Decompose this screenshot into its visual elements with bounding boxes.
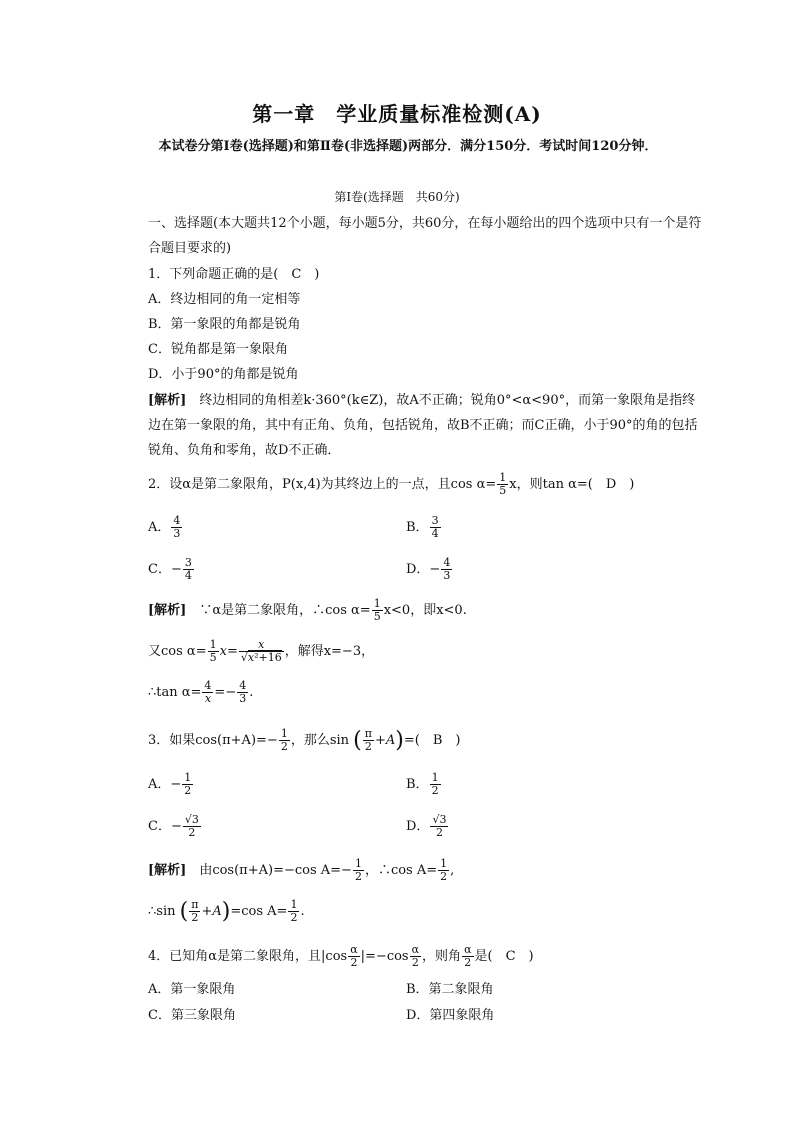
- fraction: $\frac{1}{5}$: [499, 471, 507, 497]
- q1-option-a: A．终边相同的角一定相等: [148, 292, 301, 307]
- q2-stem-post: x，则tan α=( D ): [509, 477, 635, 492]
- q4-option-d: D．第四象限角: [406, 1008, 495, 1023]
- analysis-tag: [解析]: [148, 603, 187, 618]
- q2-stem: [120, 472, 708, 497]
- q1-stem: 1．下列命题正确的是( C ): [148, 267, 320, 282]
- part-heading: 第Ⅰ卷(选择题 共60分): [334, 190, 460, 204]
- q3-analysis-line2: ∴sin ( $\frac{\pi}{2}$ +A)=cos A= $\frac{1}{2}$ .: [148, 898, 305, 924]
- q1-option-b: B．第一象限的角都是锐角: [148, 317, 301, 332]
- q3-stem: 3．如果cos(π+A)=− $\frac{1}{2}$ ，那么sin ( $\frac{\pi}{2}$ +A)=( B ): [148, 727, 461, 753]
- q4-option-b: B．第二象限角: [406, 982, 494, 997]
- q2-analysis-line3: ∴tan α= $\frac{4}{x}$ =− $\frac{4}{3}$ .: [148, 679, 254, 705]
- analysis-tag: [解析]: [148, 393, 187, 408]
- q3-option-d: D． $\frac{√3}{2}$: [406, 813, 447, 839]
- section-heading: 一、选择题(本大题共12个小题，每小题5分，共60分，在每小题给出的四个选项中只有一个是符合题目要求的): [148, 216, 702, 256]
- q1-option-d: D．小于90°的角都是锐角: [148, 367, 299, 382]
- q2-option-a: A． $\frac{4}{3}$: [148, 514, 181, 540]
- q2-analysis-line1: [解析] ∵α是第二象限角，∴cos α= $\frac{1}{5}$ x<0，即x<0.: [148, 597, 467, 623]
- q4-option-c: C．第三象限角: [148, 1008, 236, 1023]
- q3-option-c: C．− $\frac{√3}{2}$: [148, 813, 199, 839]
- analysis-tag: [解析]: [148, 863, 187, 878]
- q1-analysis-text: 终边相同的角相差k·360°(k∈Z)，故A不正确；锐角0°<α<90°，而第一象限角是指终边在第一象限的角，其中有正角、负角，包括锐角，故B不正确；而C正确，小于90°的角的包括锐角、负角和零角，故D不正确．: [148, 393, 698, 458]
- q2-stem-pre: 2．设α是第二象限角，P(x,4)为其终边上的一点，且cos α=: [148, 477, 497, 492]
- q2-option-b: B． $\frac{3}{4}$: [406, 514, 439, 540]
- exam-intro: 本试卷分第Ⅰ卷(选择题)和第Ⅱ卷(非选择题)两部分．满分150分．考试时间120分钟．: [158, 139, 658, 154]
- q2-analysis-line2: 又cos α= $\frac{1}{5}$ x= $\frac{x}{\text{√x²+16}}$ ，解得x=−3，: [148, 638, 375, 664]
- q3-option-a: A．− $\frac{1}{2}$: [148, 771, 192, 797]
- q2-option-c: C．− $\frac{3}{4}$: [148, 556, 192, 582]
- q3-analysis-line1: [解析] 由cos(π+A)=−cos A=− $\frac{1}{2}$ ，∴cos A= $\frac{1}{2}$ ,: [148, 857, 455, 883]
- q3-option-b: B． $\frac{1}{2}$: [406, 771, 439, 797]
- q1-analysis: [120, 388, 708, 463]
- q4-stem: 4．已知角α是第二象限角，且|cos $\frac{\alpha}{2}$ |=−cos $\frac{\alpha}{2}$ ，则角 $\frac{\alpha}{2}$ 是( C ): [148, 943, 534, 969]
- q1-option-c: C．锐角都是第一象限角: [148, 342, 288, 357]
- q4-option-a: A．第一象限角: [148, 982, 236, 997]
- q2-option-d: D．− $\frac{4}{3}$: [406, 556, 451, 582]
- page-title: 第一章 学业质量标准检测(A): [252, 102, 542, 126]
